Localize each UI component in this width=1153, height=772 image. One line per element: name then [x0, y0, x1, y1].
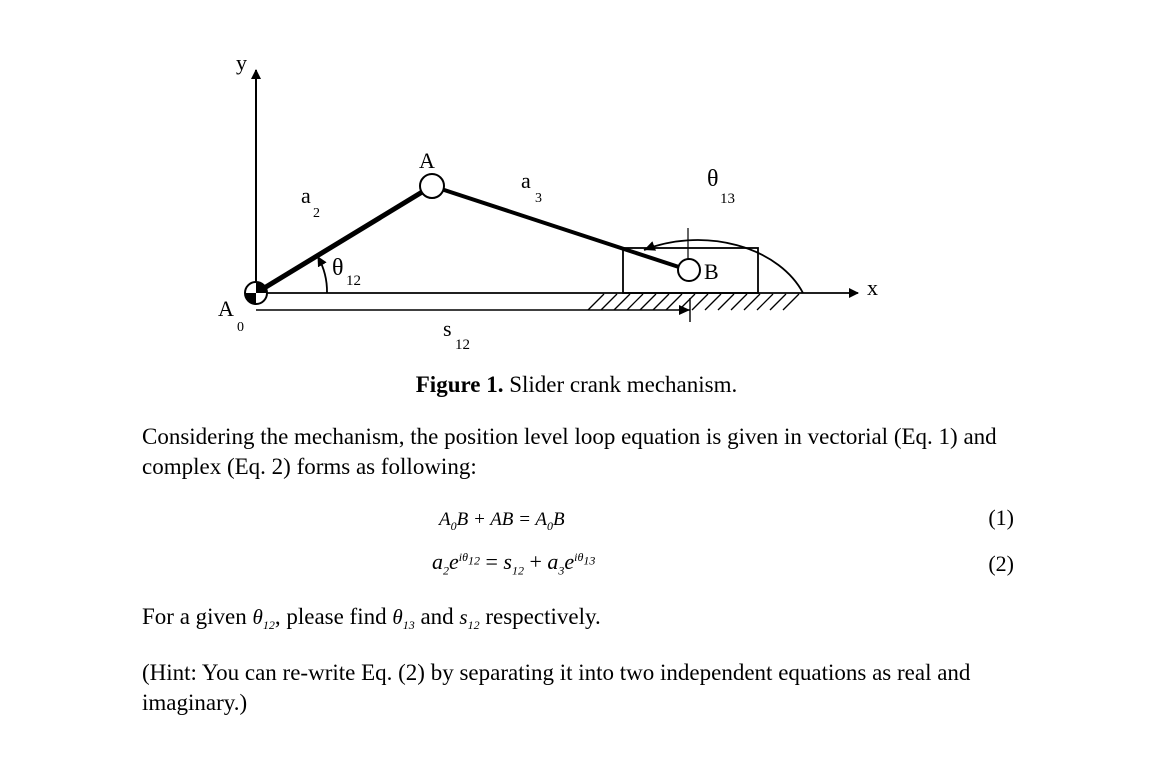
theta13-label: θ [707, 166, 719, 192]
a0-label-sub: 0 [237, 320, 244, 335]
paragraph-intro: Considering the mechanism, the position level loop equation is given in vectorial (Eq. 1) and complex (Eq. 2) forms as following: [142, 424, 997, 479]
s12-label-sub: 12 [455, 337, 470, 353]
theta12-arc [318, 257, 327, 293]
figure-caption [0, 372, 1153, 398]
equation-1-row [142, 505, 1014, 539]
joint-b-circle [678, 259, 700, 281]
x-axis-label: x [867, 275, 878, 300]
theta12-label-sub: 12 [346, 273, 361, 289]
joint-a-label: A [419, 148, 435, 173]
joint-b-label: B [704, 259, 719, 284]
y-axis-label: y [236, 50, 247, 75]
equation-2-row [142, 545, 1014, 579]
ground-hatching [588, 294, 799, 310]
a2-label: a [301, 183, 311, 208]
a2-label-sub: 2 [313, 206, 320, 221]
equation-1-number: (1) [988, 505, 1014, 530]
theta13-symbol: $\theta_{13}$ [392, 605, 415, 633]
link-a2 [256, 186, 432, 293]
joint-a-circle [420, 174, 444, 198]
theta13-label-sub: 13 [720, 191, 735, 207]
figure-caption-text: Slider crank mechanism. [503, 372, 738, 397]
equation-1: $A_0B$ + AB = $A_0B$ [439, 509, 565, 533]
paragraph-question: For a given $\theta_{12}$, please find $\theta_{13}$ and $s_{12}$ respectively. [142, 604, 601, 633]
paragraph-hint: (Hint: You can re-write Eq. (2) by separating it into two independent equations as real and imaginary.) [142, 660, 971, 715]
figure-caption-label: Figure 1. [415, 372, 504, 397]
theta12-label: θ [332, 255, 344, 281]
a3-label: a [521, 168, 531, 193]
a3-label-sub: 3 [535, 191, 542, 206]
slider-crank-diagram [0, 0, 1153, 372]
s12-symbol: $s_{12}$ [459, 605, 480, 633]
s12-label: s [443, 316, 452, 341]
fixed-pivot-a0 [245, 282, 267, 304]
equation-2-number: (2) [988, 551, 1014, 576]
theta12-symbol: $\theta_{12}$ [252, 605, 275, 633]
a0-label: A [218, 296, 234, 321]
link-a3 [432, 186, 688, 270]
equation-2: $a_2e^{i\theta_{12}} = s_{12} + a_3e^{i\theta_{13}}$ [432, 549, 596, 578]
